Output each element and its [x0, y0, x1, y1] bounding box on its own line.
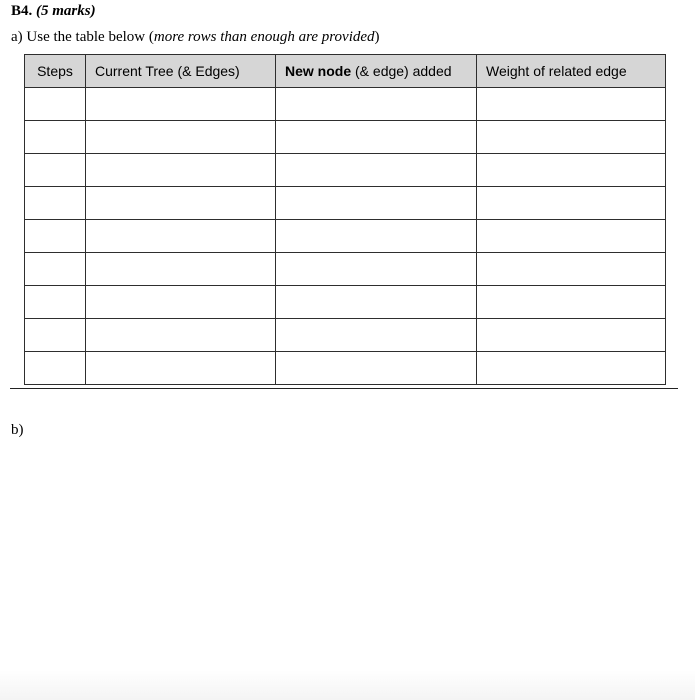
question-number: B4. — [11, 3, 33, 19]
table-row — [25, 121, 666, 154]
section-divider — [10, 388, 678, 389]
cell-current-tree[interactable] — [86, 88, 276, 121]
cell-weight[interactable] — [477, 286, 666, 319]
cell-steps[interactable] — [25, 121, 86, 154]
cell-new-node[interactable] — [276, 187, 477, 220]
question-heading — [11, 3, 96, 20]
cell-new-node[interactable] — [276, 286, 477, 319]
cell-weight[interactable] — [477, 220, 666, 253]
cell-steps[interactable] — [25, 187, 86, 220]
cell-steps[interactable] — [25, 154, 86, 187]
table-header-row — [25, 55, 666, 88]
cell-steps[interactable] — [25, 88, 86, 121]
cell-steps[interactable] — [25, 286, 86, 319]
cell-new-node[interactable] — [276, 220, 477, 253]
cell-weight[interactable] — [477, 319, 666, 352]
cell-new-node[interactable] — [276, 253, 477, 286]
table-row — [25, 319, 666, 352]
cell-current-tree[interactable] — [86, 286, 276, 319]
table-row — [25, 88, 666, 121]
cell-weight[interactable] — [477, 187, 666, 220]
cell-current-tree[interactable] — [86, 319, 276, 352]
cell-steps[interactable] — [25, 319, 86, 352]
cell-new-node[interactable] — [276, 88, 477, 121]
cell-current-tree[interactable] — [86, 154, 276, 187]
header-current-tree: Current Tree (& Edges) — [86, 55, 276, 88]
header-weight: Weight of related edge — [477, 55, 666, 88]
cell-new-node[interactable] — [276, 319, 477, 352]
table-row — [25, 253, 666, 286]
question-marks: (5 marks) — [36, 3, 96, 19]
cell-weight[interactable] — [477, 352, 666, 385]
table-row — [25, 352, 666, 385]
cell-current-tree[interactable] — [86, 187, 276, 220]
cell-current-tree[interactable] — [86, 121, 276, 154]
header-new-node-rest: (& edge) added — [351, 63, 452, 79]
answer-table — [24, 54, 666, 385]
table-body — [25, 88, 666, 385]
cell-weight[interactable] — [477, 154, 666, 187]
header-new-node — [276, 55, 477, 88]
cell-current-tree[interactable] — [86, 352, 276, 385]
cell-new-node[interactable] — [276, 121, 477, 154]
header-new-node-bold: New node — [285, 63, 352, 79]
table-row — [25, 154, 666, 187]
cell-weight[interactable] — [477, 88, 666, 121]
part-a-instruction — [11, 29, 380, 46]
part-a-prefix: a) Use the table below ( — [11, 29, 154, 45]
table-row — [25, 187, 666, 220]
part-a-suffix: ) — [374, 29, 380, 45]
cell-steps[interactable] — [25, 220, 86, 253]
cell-steps[interactable] — [25, 352, 86, 385]
cell-new-node[interactable] — [276, 352, 477, 385]
header-steps: Steps — [25, 55, 86, 88]
part-b-label: b) — [11, 422, 24, 438]
cell-weight[interactable] — [477, 253, 666, 286]
cell-new-node[interactable] — [276, 154, 477, 187]
cell-weight[interactable] — [477, 121, 666, 154]
table-row — [25, 220, 666, 253]
page-bottom-shade — [0, 670, 695, 700]
cell-current-tree[interactable] — [86, 253, 276, 286]
table-row — [25, 286, 666, 319]
part-a-emphasis: more rows than enough are provided — [153, 29, 375, 45]
cell-current-tree[interactable] — [86, 220, 276, 253]
cell-steps[interactable] — [25, 253, 86, 286]
